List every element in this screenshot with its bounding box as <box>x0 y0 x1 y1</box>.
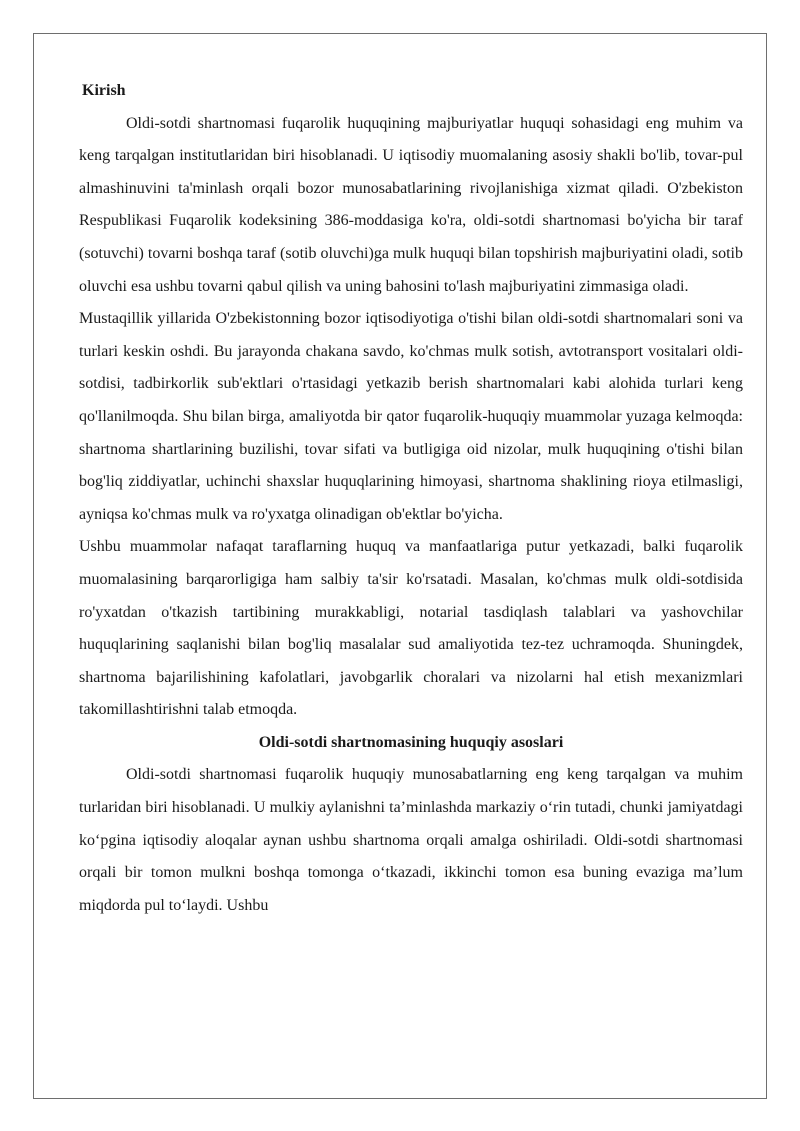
intro-paragraph-3: Ushbu muammolar nafaqat taraflarning huquq va manfaatlariga putur yetkazadi, balki fuqarolik muomalasining barqarorligiga ham salbiy ta'sir ko'rsatadi. Masalan, ko'chmas mulk oldi-sotdisida ro'yxatdan o'tkazish tartibining murakkabligi, notarial tasdiqlash talablari va yashovchilar huquqlarining saqlanishi bilan bog'liq masalalar sud amaliyotida tez-tez uchramoqda. Shuningdek, shartnoma bajarilishining kafolatlari, javobgarlik choralari va nizolarni hal etish mexanizmlari takomillashtirishni talab etmoqda. <box>79 538 743 719</box>
page-frame <box>33 33 767 1099</box>
section-heading: Oldi-sotdi shartnomasining huquqiy asoslari <box>258 733 564 751</box>
document-body <box>79 75 743 922</box>
section-paragraph-1: Oldi-sotdi shartnomasi fuqarolik huquqiy munosabatlarning eng keng tarqalgan va muhim turlaridan biri hisoblanadi. U mulkiy aylanishni ta’minlashda markaziy o‘rin tutadi, chunki jamiyatdagi ko‘pgina iqtisodiy aloqalar aynan ushbu shartnoma orqali amalga oshiriladi. Oldi-sotdi shartnomasi orqali bir tomon mulkni boshqa tomonga o‘tkazadi, ikkinchi tomon esa buning evaziga ma’lum miqdorda pul to‘laydi. Ushbu <box>79 766 743 914</box>
intro-paragraph-2: Mustaqillik yillarida O'zbekistonning bozor iqtisodiyotiga o'tishi bilan oldi-sotdi shartnomalari soni va turlari keskin oshdi. Bu jarayonda chakana savdo, ko'chmas mulk sotish, avtotransport vositalari oldi-sotdisi, tadbirkorlik sub'ektlari o'rtasidagi yetkazib berish shartnomalari kabi alohida turlari keng qo'llanilmoqda. Shu bilan birga, amaliyotda bir qator fuqarolik-huquqiy muammolar yuzaga kelmoqda: shartnoma shartlarining buzilishi, tovar sifati va butligiga oid nizolar, mulk huquqining o'tishi bilan bog'liq ziddiyatlar, uchinchi shaxslar huquqlarining himoyasi, shartnoma shaklining rioya etilmasligi, ayniqsa ko'chmas mulk va ro'yxatga olinadigan ob'ektlar bo'yicha. <box>79 310 743 523</box>
intro-heading: Kirish <box>82 82 126 99</box>
intro-paragraph-1: Oldi-sotdi shartnomasi fuqarolik huquqining majburiyatlar huquqi sohasidagi eng muhim va keng tarqalgan institutlaridan biri hisoblanadi. U iqtisodiy muomalaning asosiy shakli bo'lib, tovar-pul almashinuvini ta'minlash orqali bozor munosabatlarining rivojlanishiga xizmat qiladi. O'zbekiston Respublikasi Fuqarolik kodeksining 386-moddasiga ko'ra, oldi-sotdi shartnomasi bo'yicha bir taraf (sotuvchi) tovarni boshqa taraf (sotib oluvchi)ga mulk huquqi bilan topshirish majburiyatini oladi, sotib oluvchi esa ushbu tovarni qabul qilish va uning bahosini to'lash majburiyatini zimmasiga oladi. <box>79 114 743 295</box>
